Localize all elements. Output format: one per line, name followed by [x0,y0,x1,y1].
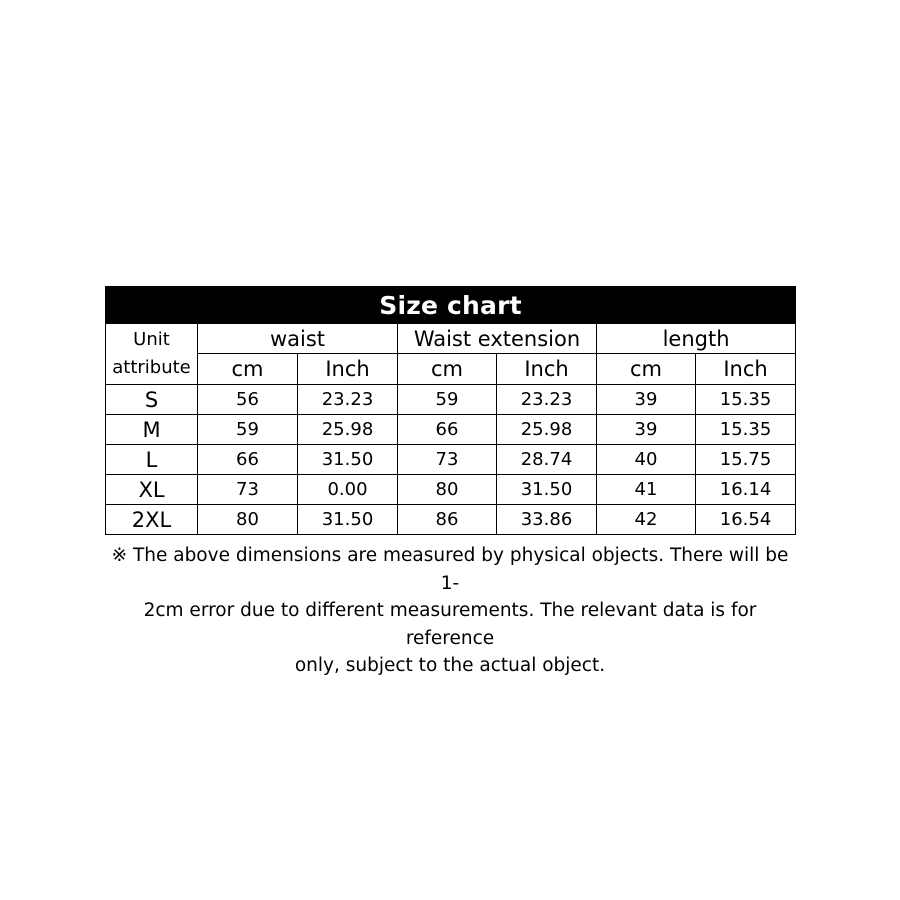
waist-extension-inch-cell: 31.50 [497,475,597,505]
note-line: ※ The above dimensions are measured by physical objects. There will be 1- [111,545,789,594]
waist-cm-cell: 73 [198,475,298,505]
length-cm-header: cm [597,354,696,385]
waist-inch-cell: 25.98 [298,415,398,445]
waist-inch-cell: 0.00 [298,475,398,505]
length-cm-cell: 40 [597,445,696,475]
length-cm-cell: 41 [597,475,696,505]
waist-extension-inch-cell: 33.86 [497,505,597,535]
waist-cm-cell: 80 [198,505,298,535]
waist-extension-cm-cell: 59 [398,385,497,415]
table-row [106,505,796,535]
waist-inch-cell: 31.50 [298,505,398,535]
waist-cm-cell: 56 [198,385,298,415]
unit-attribute-header [106,324,198,385]
waist-inch-header: Inch [298,354,398,385]
length-cm-cell: 39 [597,385,696,415]
waist-cm-header: cm [198,354,298,385]
waist-inch-cell: 31.50 [298,445,398,475]
waist-extension-cm-cell: 66 [398,415,497,445]
note-line: 2cm error due to different measurements. The relevant data is for reference [143,600,757,649]
size-label: M [106,415,198,445]
waist-cm-cell: 59 [198,415,298,445]
size-label: 2XL [106,505,198,535]
size-chart [105,286,795,535]
table-row [106,475,796,505]
waist-extension-cm-header: cm [398,354,497,385]
measurement-note [100,542,800,680]
size-table [105,286,796,535]
length-inch-cell: 16.14 [696,475,796,505]
waist-extension-inch-cell: 23.23 [497,385,597,415]
length-inch-cell: 15.35 [696,385,796,415]
waist-header: waist [198,324,398,354]
length-inch-header: Inch [696,354,796,385]
waist-inch-cell: 23.23 [298,385,398,415]
table-row [106,415,796,445]
length-inch-cell: 16.54 [696,505,796,535]
table-row [106,385,796,415]
size-label: L [106,445,198,475]
waist-extension-inch-header: Inch [497,354,597,385]
unit-label: Unit [133,329,170,350]
length-header: length [597,324,796,354]
waist-cm-cell: 66 [198,445,298,475]
size-chart-title: Size chart [106,287,796,324]
length-cm-cell: 42 [597,505,696,535]
length-inch-cell: 15.35 [696,415,796,445]
attribute-label: attribute [112,357,191,378]
waist-extension-inch-cell: 25.98 [497,415,597,445]
length-cm-cell: 39 [597,415,696,445]
size-label: S [106,385,198,415]
table-row [106,445,796,475]
waist-extension-cm-cell: 73 [398,445,497,475]
waist-extension-inch-cell: 28.74 [497,445,597,475]
note-line: only, subject to the actual object. [294,655,606,676]
waist-extension-cm-cell: 86 [398,505,497,535]
waist-extension-header: Waist extension [398,324,597,354]
size-label: XL [106,475,198,505]
waist-extension-cm-cell: 80 [398,475,497,505]
length-inch-cell: 15.75 [696,445,796,475]
